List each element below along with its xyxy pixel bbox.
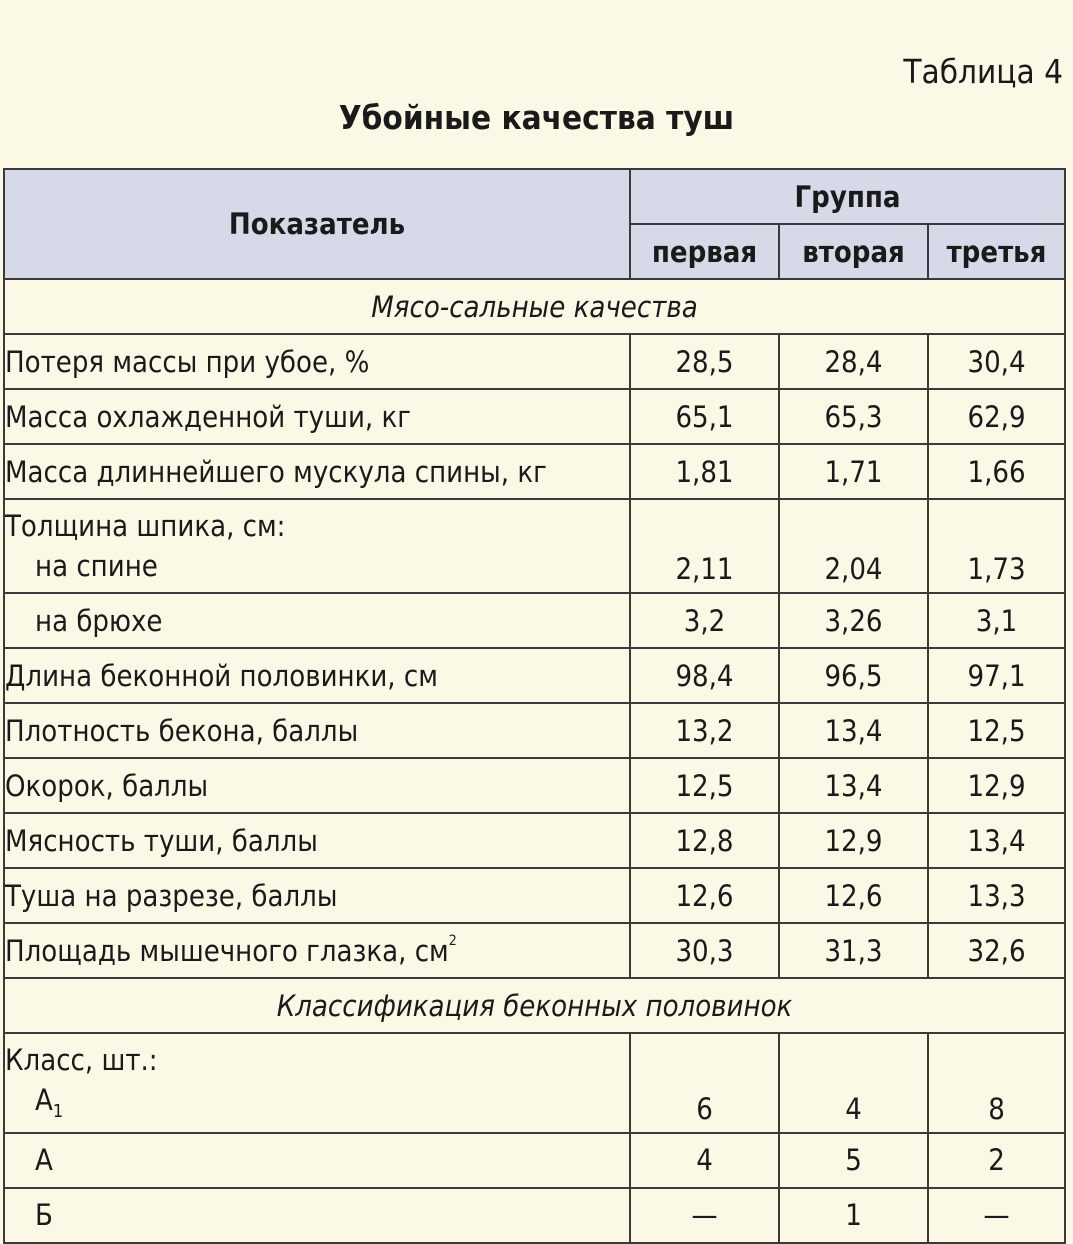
table-row <box>4 593 1065 648</box>
table-row <box>4 334 1065 389</box>
value-cell: 13,2 <box>630 703 779 758</box>
row-label <box>4 593 630 648</box>
row-label-text: Длина беконной половинки, см <box>5 658 438 693</box>
table-title: Убойные качества туш <box>338 98 735 137</box>
indicator-header: Показатель <box>4 169 630 279</box>
row-label-text: Б <box>35 1198 53 1233</box>
row-label-text: Потеря массы при убое, % <box>5 344 370 379</box>
value-cell: 3,1 <box>928 593 1065 648</box>
row-label <box>4 923 630 978</box>
value-cell: 65,1 <box>630 389 779 444</box>
value-cell: 2,11 <box>630 499 779 593</box>
value-cell: 8 <box>928 1033 1065 1133</box>
value-cell: 28,4 <box>779 334 928 389</box>
value-cell: 97,1 <box>928 648 1065 703</box>
value-cell: 12,5 <box>928 703 1065 758</box>
value-cell: 3,2 <box>630 593 779 648</box>
value-cell: 13,4 <box>779 703 928 758</box>
section-title: Классификация беконных половинок <box>4 978 1065 1033</box>
group-third-header: третья <box>928 224 1065 279</box>
table-row <box>4 499 1065 593</box>
value-cell: 28,5 <box>630 334 779 389</box>
group-second-header: вторая <box>779 224 928 279</box>
row-label <box>4 648 630 703</box>
value-cell: 30,4 <box>928 334 1065 389</box>
row-label <box>4 1133 630 1188</box>
table-row <box>4 1033 1065 1133</box>
table-row <box>4 813 1065 868</box>
value-cell: 12,5 <box>630 758 779 813</box>
value-cell: 62,9 <box>928 389 1065 444</box>
section-row <box>4 279 1065 334</box>
value-cell: 12,6 <box>779 868 928 923</box>
table-row <box>4 758 1065 813</box>
row-sublabel: на спине <box>35 549 158 583</box>
value-cell: 2 <box>928 1133 1065 1188</box>
row-label-text: Туша на разрезе, баллы <box>5 878 338 913</box>
row-label <box>4 389 630 444</box>
value-cell: 1,66 <box>928 444 1065 499</box>
value-cell: 1,71 <box>779 444 928 499</box>
row-label <box>4 1033 630 1133</box>
group-first-header: первая <box>630 224 779 279</box>
value-cell: 13,4 <box>779 758 928 813</box>
value-cell: 4 <box>630 1133 779 1188</box>
value-cell: 12,9 <box>779 813 928 868</box>
slaughter-qualities-table <box>3 168 1066 1244</box>
value-cell: 12,9 <box>928 758 1065 813</box>
value-cell: 4 <box>779 1033 928 1133</box>
table-body <box>4 279 1065 1243</box>
table-row <box>4 703 1065 758</box>
table-row <box>4 1133 1065 1188</box>
row-label-text: Толщина шпика, см: <box>5 509 286 543</box>
value-cell: 12,6 <box>630 868 779 923</box>
value-cell: 30,3 <box>630 923 779 978</box>
row-sublabel: $А_1$ <box>35 1083 64 1122</box>
row-label-text: Окорок, баллы <box>5 768 209 803</box>
row-label <box>4 499 630 593</box>
row-label-text: Класс, шт.: <box>5 1043 158 1077</box>
value-cell: 1 <box>779 1188 928 1243</box>
value-cell: 1,73 <box>928 499 1065 593</box>
value-cell: 3,26 <box>779 593 928 648</box>
row-label-text: Масса длиннейшего мускула спины, кг <box>5 454 547 489</box>
value-cell: 13,3 <box>928 868 1065 923</box>
row-label <box>4 1188 630 1243</box>
value-cell: 98,4 <box>630 648 779 703</box>
section-title: Мясо-сальные качества <box>4 279 1065 334</box>
row-label <box>4 868 630 923</box>
row-label <box>4 444 630 499</box>
value-cell: 2,04 <box>779 499 928 593</box>
group-header: Группа <box>630 169 1065 224</box>
row-label <box>4 813 630 868</box>
row-label-text: на брюхе <box>35 603 163 638</box>
value-cell: 6 <box>630 1033 779 1133</box>
value-cell: 65,3 <box>779 389 928 444</box>
value-cell: 1,81 <box>630 444 779 499</box>
row-label-text: Мясность туши, баллы <box>5 823 318 858</box>
table-row <box>4 868 1065 923</box>
row-label-text: А <box>35 1143 53 1178</box>
table-row <box>4 444 1065 499</box>
table-number-label: Таблица 4 <box>903 52 1063 91</box>
value-cell: — <box>928 1188 1065 1243</box>
row-label-text: Плотность бекона, баллы <box>5 713 359 748</box>
value-cell: 31,3 <box>779 923 928 978</box>
value-cell: 5 <box>779 1133 928 1188</box>
row-label <box>4 758 630 813</box>
value-cell: 13,4 <box>928 813 1065 868</box>
row-label-text: Масса охлажденной туши, кг <box>5 399 411 434</box>
table-row <box>4 389 1065 444</box>
row-label <box>4 334 630 389</box>
value-cell: — <box>630 1188 779 1243</box>
section-row <box>4 978 1065 1033</box>
row-label-text: Площадь мышечного глазка, см <box>5 933 449 968</box>
value-cell: 12,8 <box>630 813 779 868</box>
table-row <box>4 648 1065 703</box>
table-row <box>4 1188 1065 1243</box>
table-row <box>4 923 1065 978</box>
value-cell: 96,5 <box>779 648 928 703</box>
sublabel-subscript: 1 <box>52 1100 64 1122</box>
value-cell: 32,6 <box>928 923 1065 978</box>
row-label <box>4 703 630 758</box>
label-superscript: 2 <box>448 932 457 949</box>
